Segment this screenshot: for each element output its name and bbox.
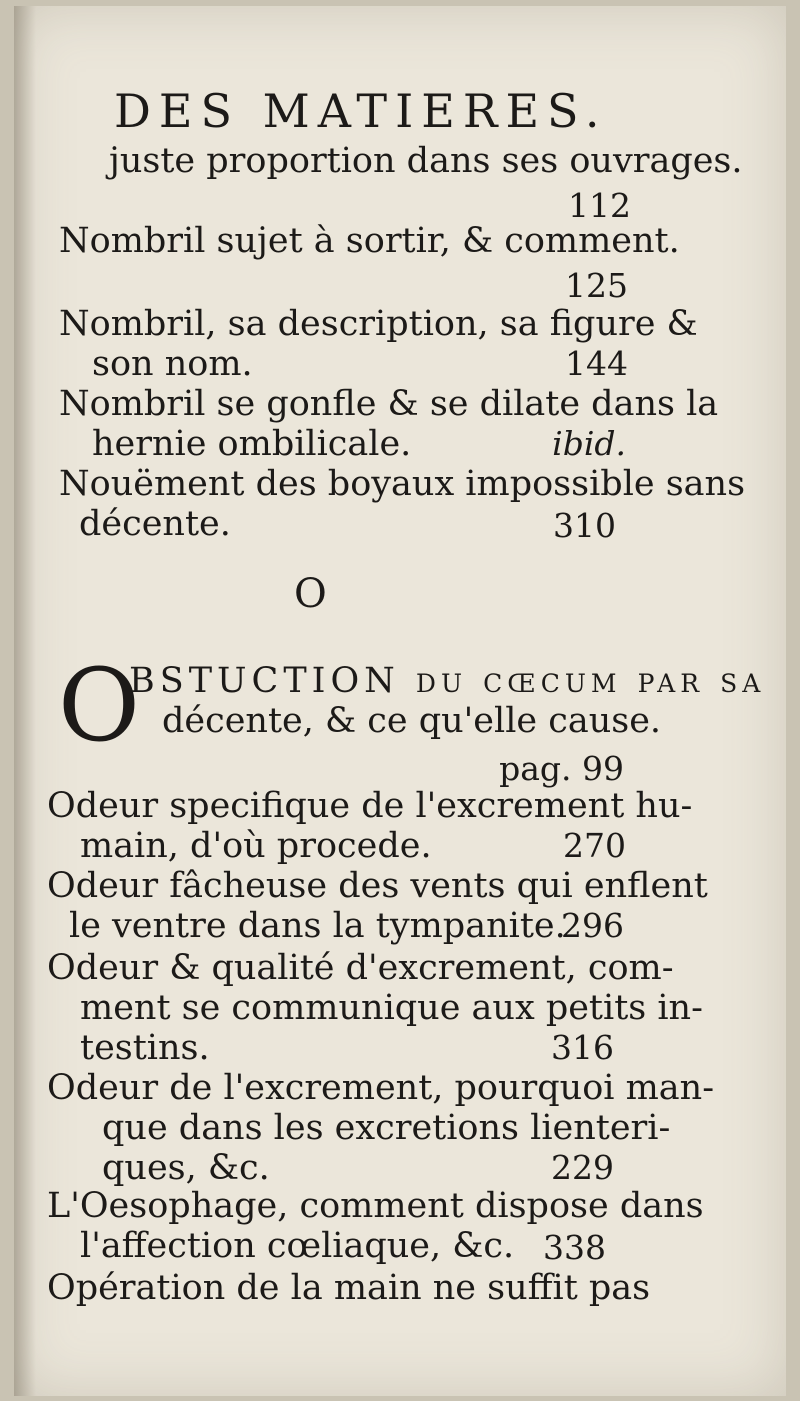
entry-page-number: 125 xyxy=(565,266,628,305)
page-spine-shadow xyxy=(14,6,36,1396)
entry-line: Odeur de l'excrement, pourquoi man- xyxy=(47,1068,715,1108)
entry-line: ques, &c. xyxy=(102,1148,270,1188)
book-page xyxy=(14,6,786,1396)
entry-line: BSTUCTION du cœcum par sa xyxy=(129,661,766,701)
entry-page-number: 338 xyxy=(543,1228,606,1267)
entry-line: décente, & ce qu'elle cause. xyxy=(162,701,662,741)
drop-cap: O xyxy=(58,647,140,764)
entry-line: l'affection cœliaque, &c. xyxy=(80,1226,515,1266)
entry-page-number: 310 xyxy=(553,506,616,545)
entry-line: ment se communique aux petits in- xyxy=(80,988,703,1028)
entry-page-number: pag. 99 xyxy=(499,749,624,788)
entry-line: hernie ombilicale. xyxy=(92,424,412,464)
entry-line: Nombril, sa description, sa figure & xyxy=(59,304,698,344)
entry-page-number: 144 xyxy=(565,344,628,383)
entry-page-number: 316 xyxy=(551,1028,614,1067)
entry-line: que dans les excretions lienteri- xyxy=(102,1108,671,1148)
entry-line: son nom. xyxy=(92,344,253,384)
entry-page-number: 270 xyxy=(563,826,626,865)
entry-page-number: 112 xyxy=(568,186,631,225)
entry-line: testins. xyxy=(80,1028,210,1068)
section-letter: O xyxy=(294,571,327,617)
entry-line: juste proportion dans ses ouvrages. xyxy=(109,141,743,181)
entry-line: L'Oesophage, comment dispose dans xyxy=(47,1186,704,1226)
page-header: DES MATIERES. xyxy=(114,84,608,138)
entry-line: Nombril sujet à sortir, & comment. xyxy=(59,221,680,261)
entry-line: Odeur fâcheuse des vents qui enflent xyxy=(47,866,708,906)
entry-line: décente. xyxy=(79,504,231,544)
entry-line: le ventre dans la tympanite. xyxy=(69,906,566,946)
entry-line: Nombril se gonfle & se dilate dans la xyxy=(59,384,719,424)
entry-line: Nouëment des boyaux impossible sans xyxy=(59,464,746,504)
entry-page-number: 229 xyxy=(551,1148,614,1187)
entry-line: Opération de la main ne suffit pas xyxy=(47,1268,651,1308)
entry-line: Odeur specifique de l'excrement hu- xyxy=(47,786,693,826)
entry-line: Odeur & qualité d'excrement, com- xyxy=(47,948,674,988)
entry-page-number: ibid. xyxy=(552,424,626,463)
entry-page-number: 296 xyxy=(561,906,624,945)
entry-line: main, d'où procede. xyxy=(80,826,432,866)
